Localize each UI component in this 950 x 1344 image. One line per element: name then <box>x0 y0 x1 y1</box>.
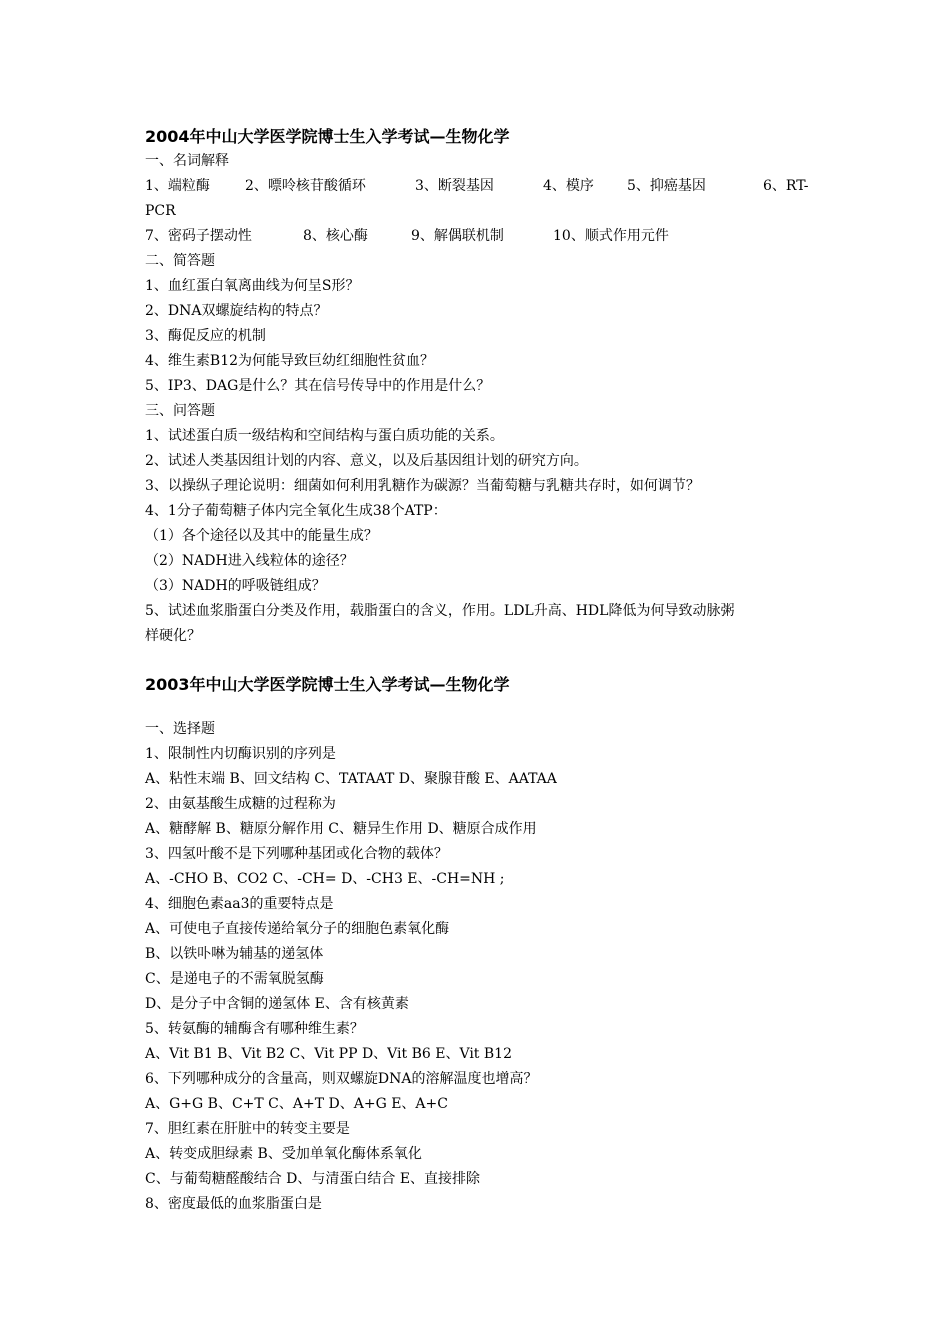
question-line: C、与葡萄糖醛酸结合 D、与清蛋白结合 E、直接排除 <box>145 1171 481 1187</box>
question-line: D、是分子中含铜的递氢体 E、含有核黄素 <box>145 996 409 1012</box>
essay-question-4-sub-3: （3）NADH的呼吸链组成？ <box>145 578 326 594</box>
term-10: 10、顺式作用元件 <box>553 228 669 244</box>
term-6: 6、RT- <box>763 178 809 194</box>
question-line: B、以铁卟啉为辅基的递氢体 <box>145 946 324 962</box>
question-line: 4、细胞色素aa3的重要特点是 <box>145 896 334 912</box>
short-answer-2: 2、DNA双螺旋结构的特点？ <box>145 303 328 319</box>
question-line: A、-CHO B、CO2 C、-CH= D、-CH3 E、-CH=NH ; <box>145 871 505 887</box>
question-line: A、粘性末端 B、回文结构 C、TATAAT D、聚腺苷酸 E、AATAA <box>145 771 557 787</box>
essay-question-2: 2、试述人类基因组计划的内容、意义，以及后基因组计划的研究方向。 <box>145 453 588 469</box>
question-line: A、转变成胆绿素 B、受加单氧化酶体系氧化 <box>145 1146 422 1162</box>
term-9: 9、解偶联机制 <box>411 228 504 244</box>
term-4: 4、模序 <box>543 178 594 194</box>
essay-question-4: 4、1分子葡萄糖子体内完全氧化生成38个ATP： <box>145 503 447 519</box>
short-answer-3: 3、酶促反应的机制 <box>145 328 266 344</box>
term-3: 3、断裂基因 <box>415 178 494 194</box>
essay-question-4-sub-1: （1）各个途径以及其中的能量生成？ <box>145 528 378 544</box>
question-line: 3、四氢叶酸不是下列哪种基团或化合物的载体？ <box>145 846 448 862</box>
question-line: 1、限制性内切酶识别的序列是 <box>145 746 336 762</box>
question-line: A、可使电子直接传递给氧分子的细胞色素氧化酶 <box>145 921 450 937</box>
term-5: 5、抑癌基因 <box>627 178 706 194</box>
exam-2003-section1-heading: 一、选择题 <box>145 721 215 737</box>
question-line: 7、胆红素在肝脏中的转变主要是 <box>145 1121 350 1137</box>
essay-question-3: 3、以操纵子理论说明：细菌如何利用乳糖作为碳源？当葡萄糖与乳糖共存时，如何调节？ <box>145 478 700 494</box>
exam-2004-section1-heading: 一、名词解释 <box>145 153 229 169</box>
question-line: 5、转氨酶的辅酶含有哪种维生素？ <box>145 1021 364 1037</box>
exam-2004-section2-heading: 二、简答题 <box>145 253 215 269</box>
term-7: 7、密码子摆动性 <box>145 228 252 244</box>
term-6-wrap: PCR <box>145 203 176 219</box>
question-line: A、Vit B1 B、Vit B2 C、Vit PP D、Vit B6 E、Vit B12 <box>145 1046 512 1062</box>
essay-question-4-sub-2: （2）NADH进入线粒体的途径？ <box>145 553 354 569</box>
term-1: 1、端粒酶 <box>145 178 210 194</box>
short-answer-5: 5、IP3、DAG是什么？其在信号传导中的作用是什么？ <box>145 378 491 394</box>
essay-question-1: 1、试述蛋白质一级结构和空间结构与蛋白质功能的关系。 <box>145 428 504 444</box>
essay-question-5-wrap: 样硬化？ <box>145 628 201 644</box>
exam-2003-title: 2003年中山大学医学院博士生入学考试—生物化学 <box>145 675 510 694</box>
question-line: 6、下列哪种成分的含量高，则双螺旋DNA的溶解温度也增高？ <box>145 1071 538 1087</box>
essay-question-5: 5、试述血浆脂蛋白分类及作用，载脂蛋白的含义，作用。LDL升高、HDL降低为何导致动脉粥 <box>145 603 735 619</box>
question-line: C、是递电子的不需氧脱氢酶 <box>145 971 324 987</box>
question-line: A、糖酵解 B、糖原分解作用 C、糖异生作用 D、糖原合成作用 <box>145 821 537 837</box>
question-line: A、G+G B、C+T C、A+T D、A+G E、A+C <box>145 1096 448 1112</box>
term-2: 2、嘌呤核苷酸循环 <box>245 178 366 194</box>
question-line: 8、密度最低的血浆脂蛋白是 <box>145 1196 322 1212</box>
short-answer-1: 1、血红蛋白氧离曲线为何呈S形？ <box>145 278 360 294</box>
term-8: 8、核心酶 <box>303 228 368 244</box>
question-line: 2、由氨基酸生成糖的过程称为 <box>145 796 336 812</box>
exam-2004-section3-heading: 三、问答题 <box>145 403 215 419</box>
short-answer-4: 4、维生素B12为何能导致巨幼红细胞性贫血？ <box>145 353 435 369</box>
exam-2004-title: 2004年中山大学医学院博士生入学考试—生物化学 <box>145 127 510 146</box>
